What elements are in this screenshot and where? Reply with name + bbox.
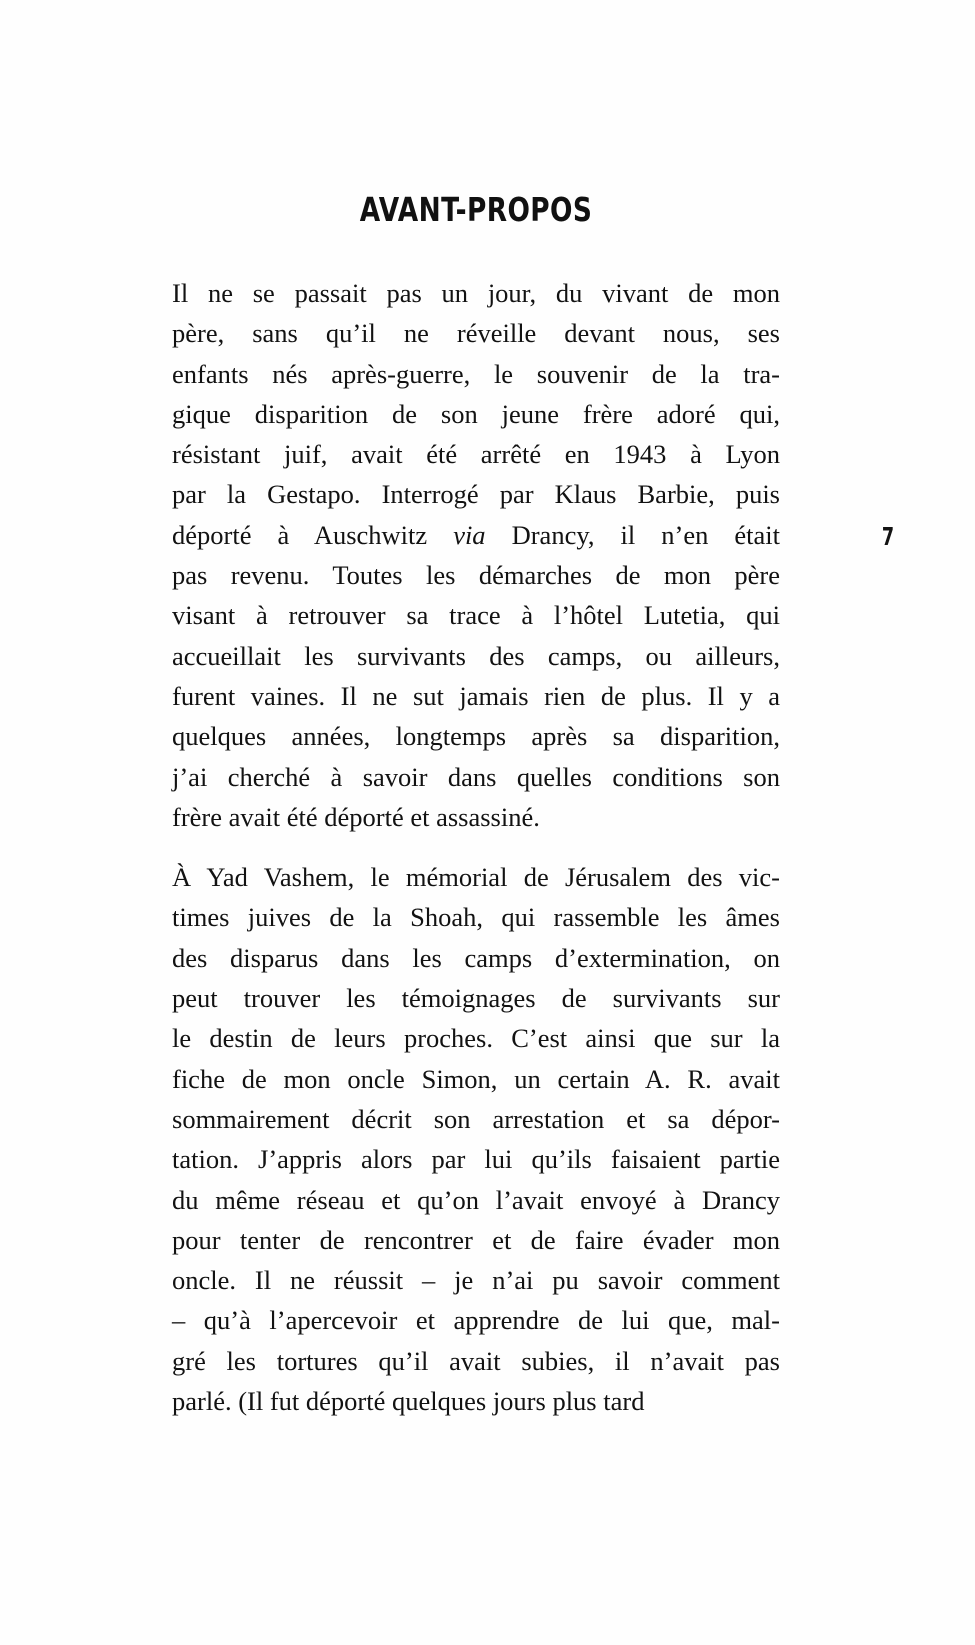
text-line: frère avait été déporté et assassiné. (172, 801, 540, 832)
text-line: furent vaines. Il ne sut jamais rien de plus. Il y a (172, 680, 780, 711)
text-line: accueillait les survivants des camps, ou ailleurs, (172, 640, 780, 671)
text-line: À Yad Vashem, le mémorial de Jérusalem des vic- (172, 862, 780, 893)
text-line: Il ne se passait pas un jour, du vivant de mon (172, 278, 780, 308)
text-line: quelques années, longtemps après sa disparition, (172, 721, 780, 752)
text-line: – qu’à l’apercevoir et apprendre de lui que, mal- (172, 1305, 780, 1336)
text-line: déporté à Auschwitz via Drancy, il n’en était (172, 519, 780, 550)
page-title: AVANT-PROPOS (359, 190, 593, 229)
italic-term: via (453, 519, 486, 550)
text-line: des disparus dans les camps d’extermination, on (172, 942, 780, 973)
page-number: 7 (881, 522, 895, 551)
text-column (172, 176, 780, 1421)
body-copy (172, 273, 780, 1421)
text-line: pour tenter de rencontrer et de faire évader mon (172, 1224, 780, 1255)
text-line: oncle. Il ne réussit – je n’ai pu savoir comment (172, 1265, 780, 1296)
text-line: père, sans qu’il ne réveille devant nous, ses (172, 318, 780, 349)
text-line: gré les tortures qu’il avait subies, il n’avait pas (172, 1345, 780, 1376)
text-line: par la Gestapo. Interrogé par Klaus Barbie, puis (172, 479, 780, 510)
text-line: du même réseau et qu’on l’avait envoyé à Drancy (172, 1184, 780, 1215)
text-line: visant à retrouver sa trace à l’hôtel Lutetia, qui (172, 600, 780, 631)
text-line: pas revenu. Toutes les démarches de mon père (172, 560, 780, 591)
text-line: le destin de leurs proches. C’est ainsi que sur la (172, 1023, 780, 1054)
text-line: tation. J’appris alors par lui qu’ils faisaient partie (172, 1144, 780, 1175)
text-line: times juives de la Shoah, qui rassemble les âmes (172, 902, 780, 933)
text-line: résistant juif, avait été arrêté en 1943 à Lyon (172, 439, 780, 470)
text-line: gique disparition de son jeune frère adoré qui, (172, 398, 780, 429)
paragraph-1 (172, 273, 780, 837)
text-line: fiche de mon oncle Simon, un certain A. R. avait (172, 1063, 780, 1094)
text-line: peut trouver les témoignages de survivants sur (172, 983, 780, 1014)
text-line: sommairement décrit son arrestation et sa dépor- (172, 1103, 780, 1134)
paragraph-2 (172, 857, 780, 1421)
text-line: parlé. (Il fut déporté quelques jours plus tard (172, 1386, 645, 1417)
text-line: enfants nés après-guerre, le souvenir de la tra- (172, 358, 780, 389)
text-line: j’ai cherché à savoir dans quelles conditions son (172, 761, 780, 792)
